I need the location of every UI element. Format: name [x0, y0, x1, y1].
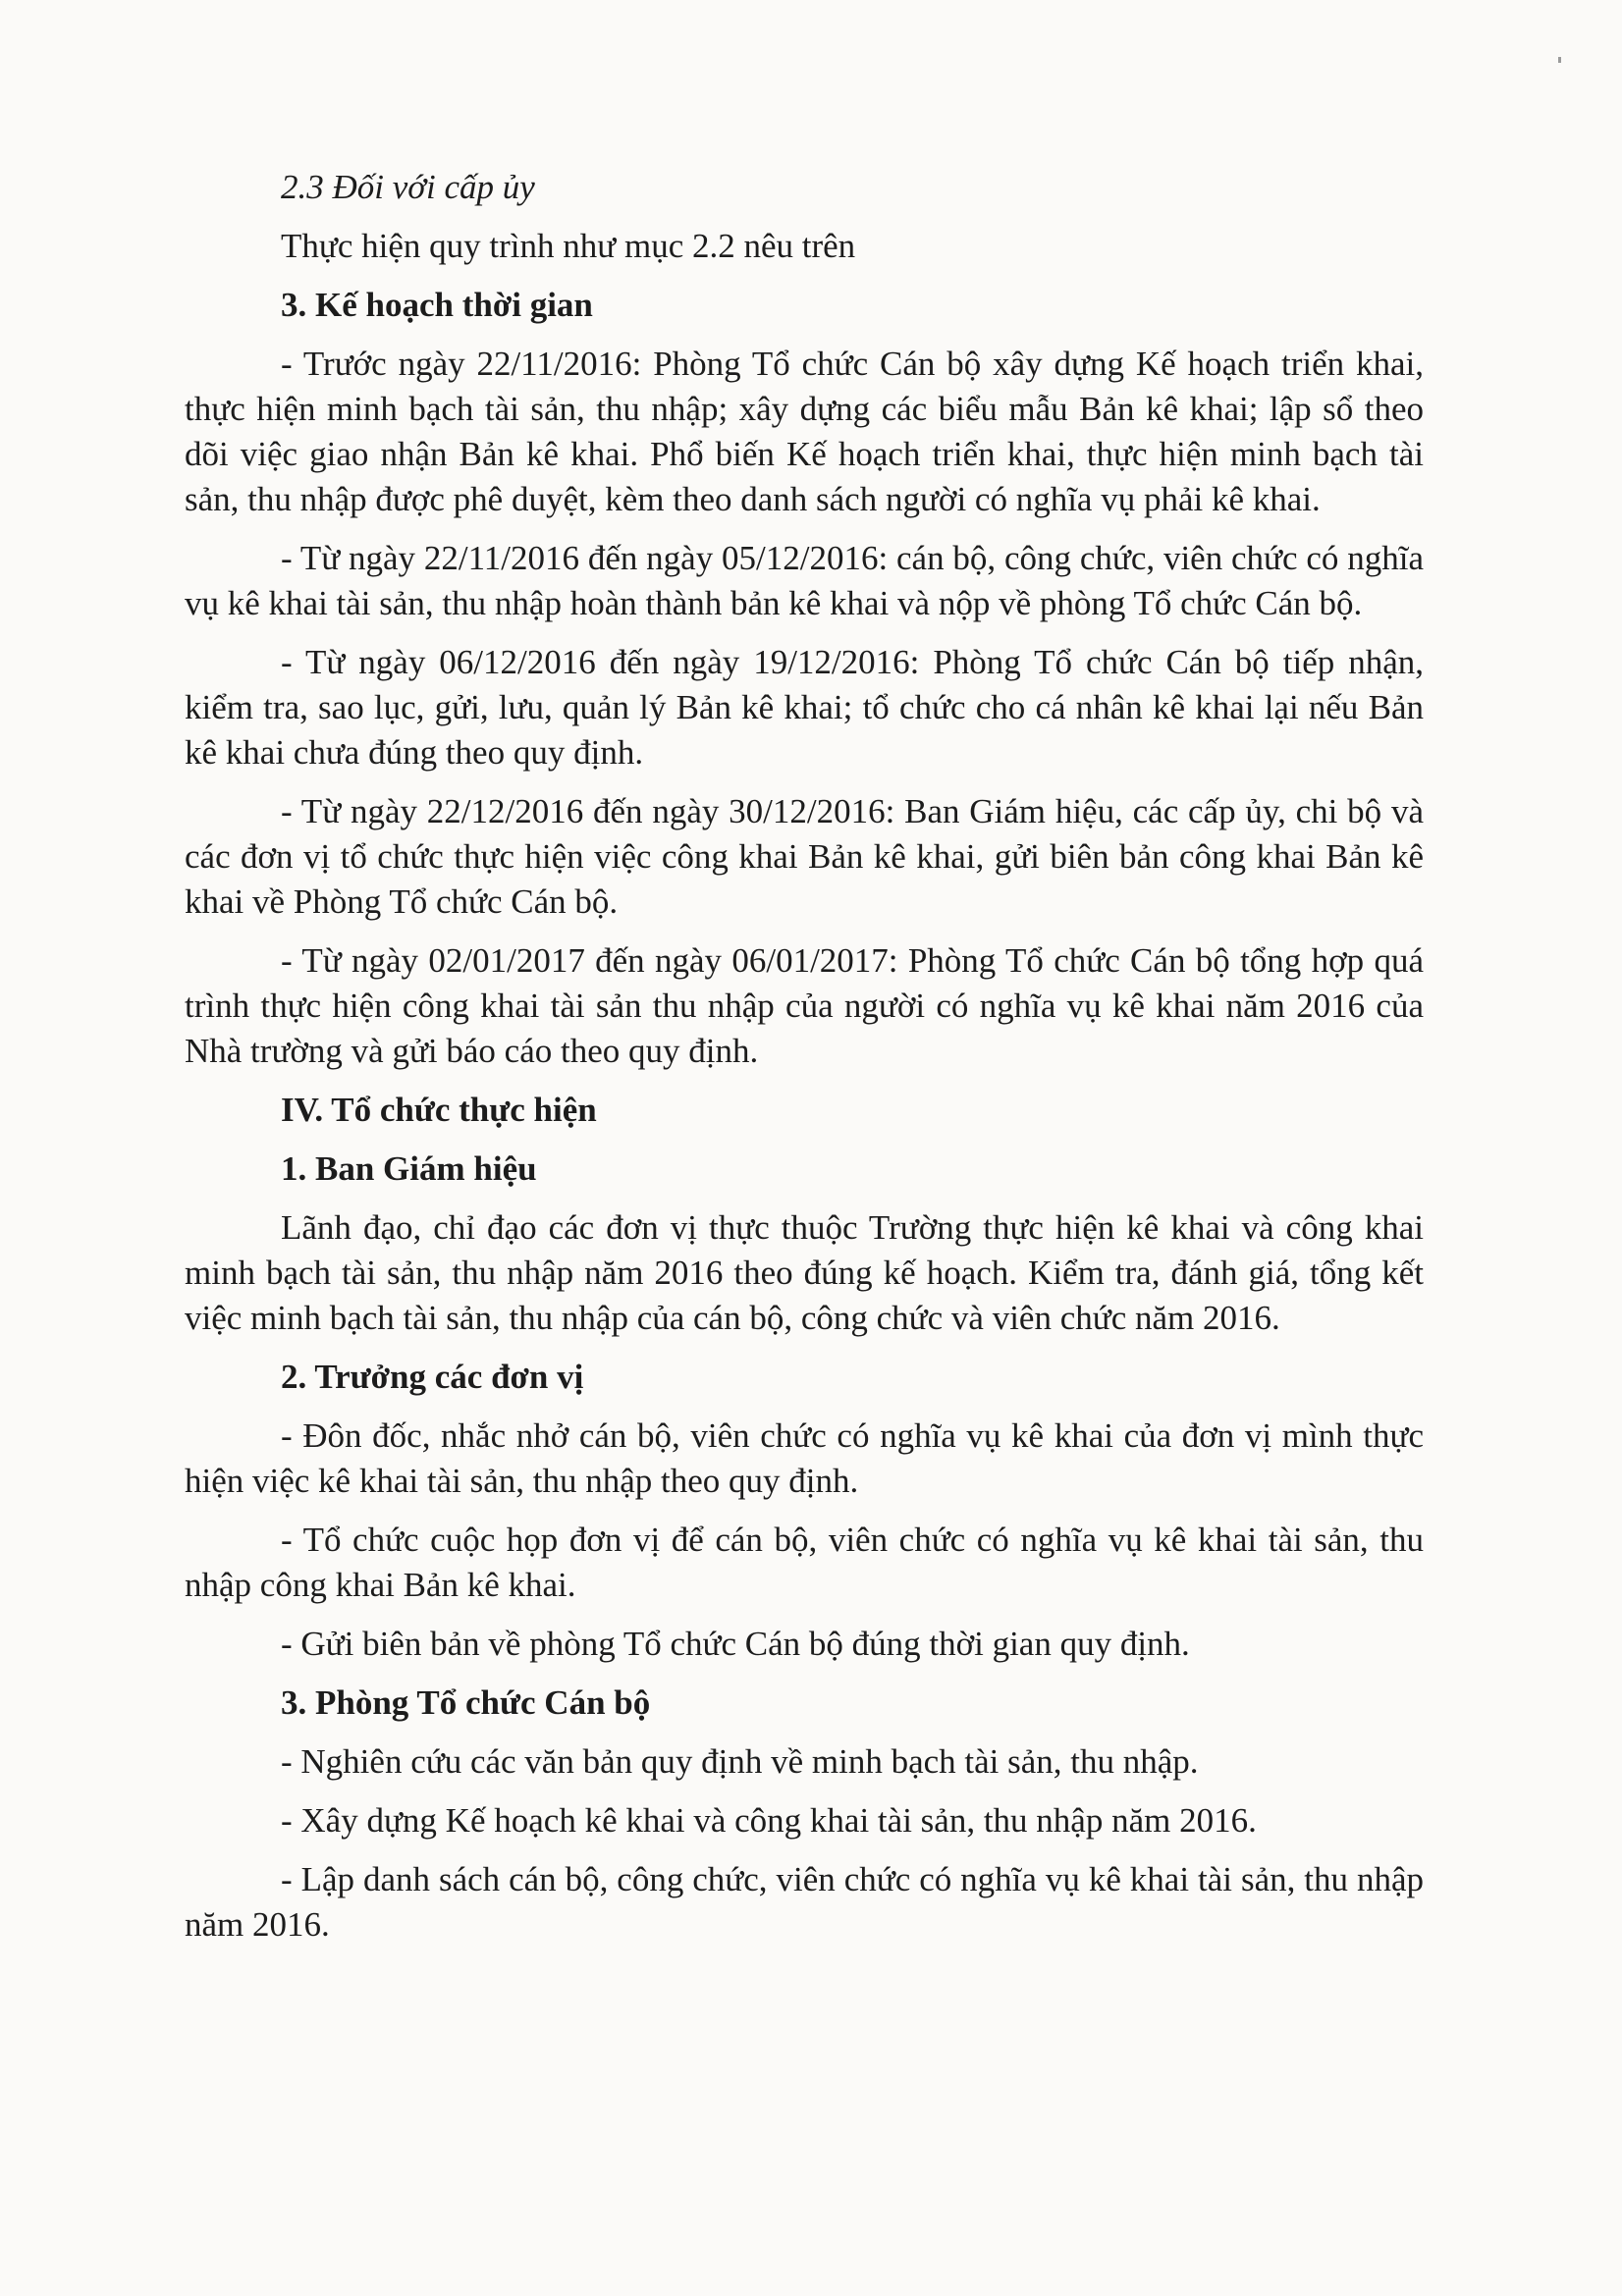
timeline-item-5: - Từ ngày 02/01/2017 đến ngày 06/01/2017: Phòng Tổ chức Cán bộ tổng hợp quá trình thực hiện công khai tài sản thu nhập của người có nghĩa vụ kê khai năm 2016 của Nhà trường và gửi báo cáo theo quy định.	[185, 941, 1424, 1070]
subsection-1-text: Lãnh đạo, chỉ đạo các đơn vị thực thuộc Trường thực hiện kê khai và công khai minh bạch tài sản, thu nhập năm 2016 theo đúng kế hoạch. Kiểm tra, đánh giá, tổng kết việc minh bạch tài sản, thu nhập của cán bộ, công chức và viên chức năm 2016.	[185, 1208, 1424, 1337]
subsection-3-item-1: - Nghiên cứu các văn bản quy định về minh bạch tài sản, thu nhập.	[281, 1742, 1199, 1781]
timeline-item-2: - Từ ngày 22/11/2016 đến ngày 05/12/2016: cán bộ, công chức, viên chức có nghĩa vụ kê khai tài sản, thu nhập hoàn thành bản kê khai và nộp về phòng Tổ chức Cán bộ.	[185, 539, 1424, 622]
timeline-item-1: - Trước ngày 22/11/2016: Phòng Tổ chức Cán bộ xây dựng Kế hoạch triển khai, thực hiện minh bạch tài sản, thu nhập; xây dựng các biểu mẫu Bản kê khai; lập sổ theo dõi việc giao nhận Bản kê khai. Phổ biến Kế hoạch triển khai, thực hiện minh bạch tài sản, thu nhập được phê duyệt, kèm theo danh sách người có nghĩa vụ phải kê khai.	[185, 345, 1424, 518]
subsection-2-item-2: - Tổ chức cuộc họp đơn vị để cán bộ, viên chức có nghĩa vụ kê khai tài sản, thu nhập công khai Bản kê khai.	[185, 1521, 1424, 1604]
subsection-3-item-3: - Lập danh sách cán bộ, công chức, viên chức có nghĩa vụ kê khai tài sản, thu nhập năm 2016.	[185, 1860, 1424, 1944]
subsection-3-item-2: - Xây dựng Kế hoạch kê khai và công khai tài sản, thu nhập năm 2016.	[281, 1801, 1257, 1840]
section-2-3-text: Thực hiện quy trình như mục 2.2 nêu trên	[281, 227, 856, 265]
subsection-3-heading: 3. Phòng Tổ chức Cán bộ	[281, 1683, 651, 1722]
section-3-timeline-heading: 3. Kế hoạch thời gian	[281, 286, 593, 324]
subsection-1-heading: 1. Ban Giám hiệu	[281, 1149, 537, 1188]
timeline-item-3: - Từ ngày 06/12/2016 đến ngày 19/12/2016: Phòng Tổ chức Cán bộ tiếp nhận, kiểm tra, sao lục, gửi, lưu, quản lý Bản kê khai; tổ chức cho cá nhân kê khai lại nếu Bản kê khai chưa đúng theo quy định.	[185, 643, 1424, 772]
timeline-item-4: - Từ ngày 22/12/2016 đến ngày 30/12/2016: Ban Giám hiệu, các cấp ủy, chi bộ và các đơn vị tổ chức thực hiện việc công khai Bản kê khai, gửi biên bản công khai Bản kê khai về Phòng Tổ chức Cán bộ.	[185, 792, 1424, 921]
subsection-2-item-3: - Gửi biên bản về phòng Tổ chức Cán bộ đúng thời gian quy định.	[281, 1625, 1190, 1663]
subsection-2-heading: 2. Trưởng các đơn vị	[281, 1358, 584, 1396]
document-body	[185, 165, 1424, 1961]
section-2-3-heading: 2.3 Đối với cấp ủy	[281, 168, 535, 206]
section-iv-heading: IV. Tổ chức thực hiện	[281, 1091, 597, 1129]
scan-mark	[1558, 57, 1561, 63]
subsection-2-item-1: - Đôn đốc, nhắc nhở cán bộ, viên chức có nghĩa vụ kê khai của đơn vị mình thực hiện việc kê khai tài sản, thu nhập theo quy định.	[185, 1416, 1424, 1500]
